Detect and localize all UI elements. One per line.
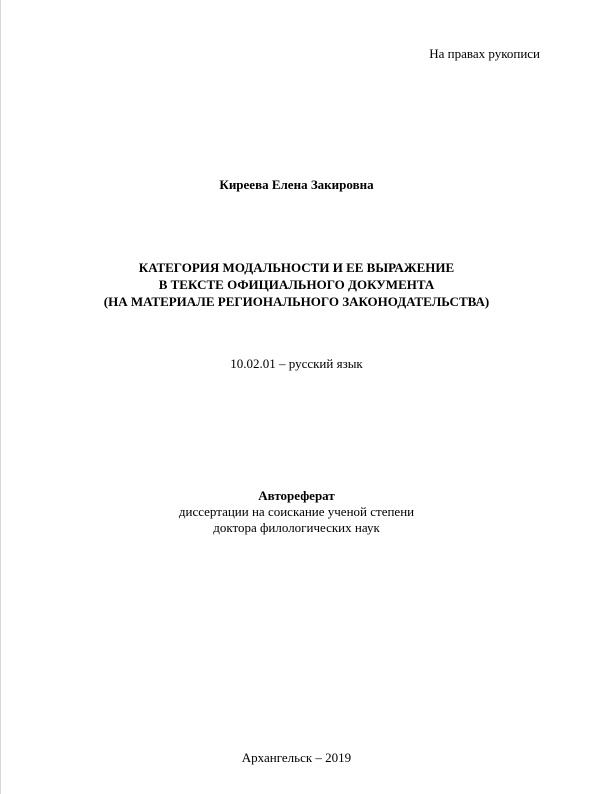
abstract-block <box>1 488 591 536</box>
specialty-code: 10.02.01 – русский язык <box>230 356 363 371</box>
abstract-heading: Автореферат <box>258 488 335 503</box>
title-line-1: КАТЕГОРИЯ МОДАЛЬНОСТИ И ЕЕ ВЫРАЖЕНИЕ <box>138 260 455 275</box>
abstract-line-2: доктора филологических наук <box>213 520 380 535</box>
title-line-3: (НА МАТЕРИАЛЕ РЕГИОНАЛЬНОГО ЗАКОНОДАТЕЛЬСТВА) <box>103 294 490 309</box>
dissertation-title <box>1 259 591 310</box>
author-name: Киреева Елена Закировна <box>219 177 374 192</box>
abstract-line-1: диссертации на соискание ученой степени <box>178 504 415 519</box>
rights-note: На правах рукописи <box>429 46 540 61</box>
title-line-2: В ТЕКСТЕ ОФИЦИАЛЬНОГО ДОКУМЕНТА <box>158 277 435 292</box>
city-year: Архангельск – 2019 <box>241 750 352 765</box>
